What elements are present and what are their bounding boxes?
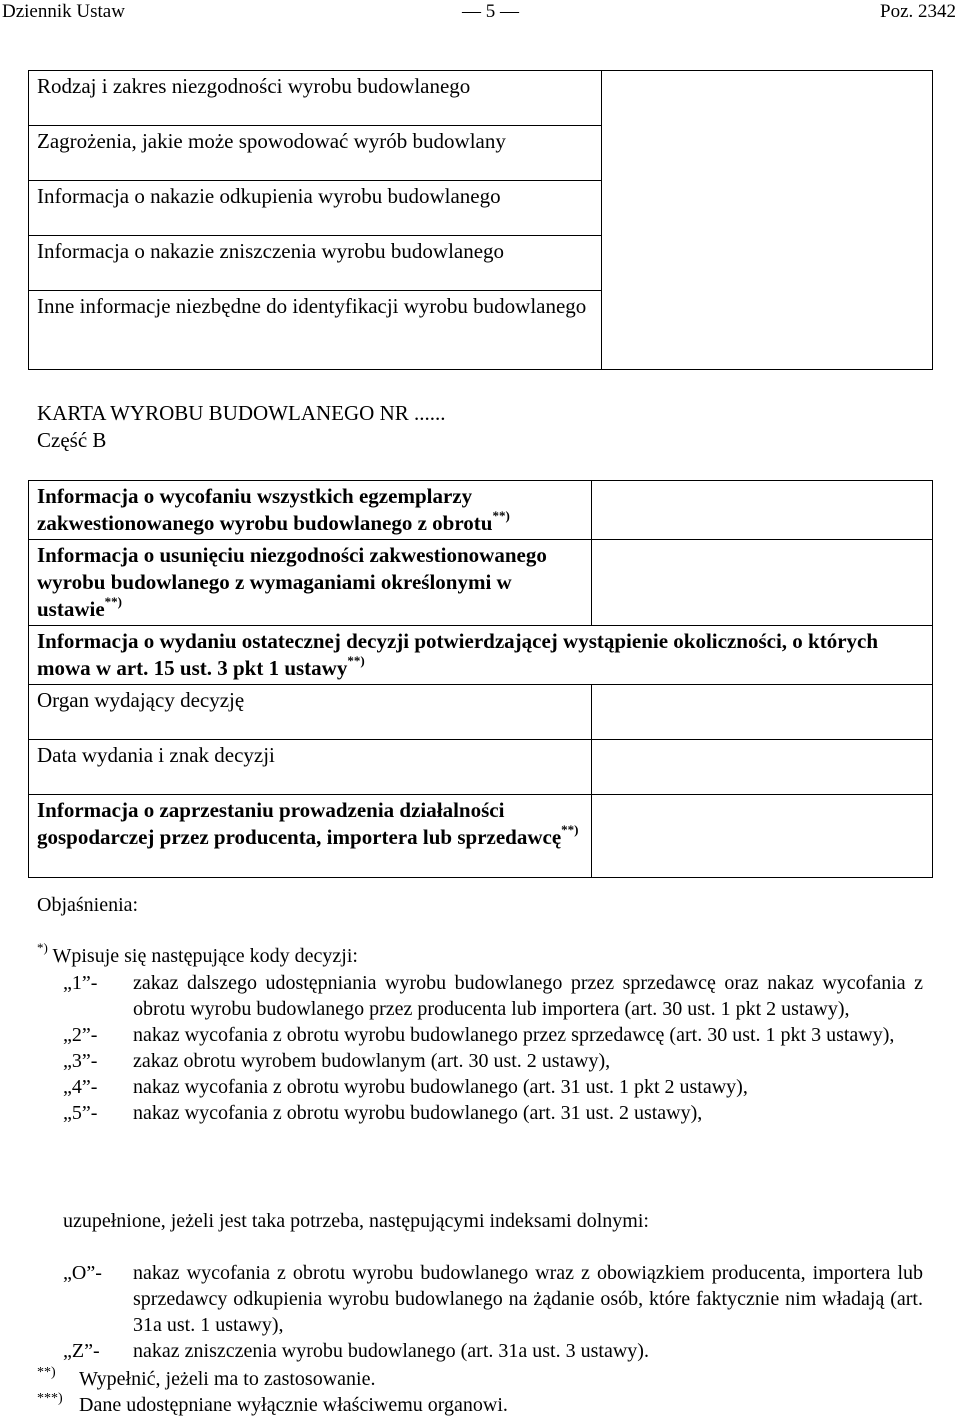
position-number: Poz. 2342 [880,1,956,22]
table-row-label: Informacja o nakazie zniszczenia wyrobu budowlanego [29,236,602,291]
table-row-issuing-authority [29,685,592,740]
table-row-label: Informacja o nakazie odkupienia wyrobu budowlanego [29,181,602,236]
row-label: Informacja o wydaniu ostatecznej decyzji potwierdzającej wystąpienie okoliczności, o których mowa w art. 15 ust. 3 pkt 1 ustawy [37,629,879,680]
list-item [63,1338,923,1364]
code-label: „O”- [63,1262,102,1284]
explanations-intro [37,940,358,969]
code-label: „3”- [63,1050,98,1072]
table-row-label: Rodzaj i zakres niezgodności wyrobu budowlanego [29,71,602,126]
card-title: KARTA WYROBU BUDOWLANEGO NR ...... [37,401,446,425]
footnote-mark: **) [347,653,365,668]
index-codes-list [63,1260,923,1364]
code-description: nakaz zniszczenia wyrobu budowlanego (art. 31a ust. 3 ustawy). [133,1340,649,1362]
table-row-business-cessation [29,795,592,878]
page-header [0,0,960,26]
row-label: Data wydania i znak decyzji [37,743,275,767]
table-row-nonconformity-removal [29,540,592,626]
withdrawal-info-table [28,480,933,878]
business-cessation-field[interactable] [592,795,933,878]
decision-date-field[interactable] [592,740,933,795]
code-description: nakaz wycofania z obrotu wyrobu budowlanego (art. 31 ust. 1 pkt 2 ustawy), [133,1076,748,1098]
code-label: „4”- [63,1076,98,1098]
card-part: Część B [37,428,107,452]
footnote-mark: *) [37,940,48,956]
code-description: nakaz wycofania z obrotu wyrobu budowlanego wraz z obowiązkiem producenta, importera lub sprzedawcy odkupienia wyrobu budowlanego na żądanie osób, które faktycznie nim władają (art. 31a ust. 1 ustawy), [133,1262,923,1336]
table-row-label: Inne informacje niezbędne do identyfikacji wyrobu budowlanego [29,291,602,370]
table-row-withdrawal [29,481,592,540]
list-item [63,970,923,1022]
footnote-mark: **) [104,594,123,609]
row-label: Informacja o usunięciu niezgodności zakwestionowanego wyrobu budowlanego z wymaganiami określonymi w ustawie [37,543,547,621]
issuing-authority-field[interactable] [592,685,933,740]
nonconformity-value-field[interactable] [592,540,933,626]
code-description: nakaz wycofania z obrotu wyrobu budowlanego (art. 31 ust. 2 ustawy), [133,1102,703,1124]
footnote [37,1392,508,1418]
footnote-mark: **) [37,1365,56,1380]
table-row-label: Zagrożenia, jakie może spowodować wyrób budowlany [29,126,602,181]
list-item [63,1048,923,1074]
footnote-text: Wypełnić, jeżeli ma to zastosowanie. [79,1368,376,1390]
list-item [63,1022,923,1048]
supplement-text: uzupełnione, jeżeli jest taka potrzeba, następującymi indeksami dolnymi: [63,1210,649,1232]
row-label: Informacja o zaprzestaniu prowadzenia działalności gospodarczej przez producenta, importera lub sprzedawcę [37,798,562,849]
product-info-value-field[interactable] [602,71,933,370]
explanations-title: Objaśnienia: [37,894,139,916]
table-row-decision-date [29,740,592,795]
table-row-final-decision [29,626,933,685]
code-label: „2”- [63,1024,98,1046]
footnote-mark: ***) [37,1391,63,1406]
footnote [37,1366,375,1392]
code-description: zakaz obrotu wyrobem budowlanym (art. 30 ust. 2 ustawy), [133,1050,611,1072]
footnote-mark: **) [561,822,579,837]
code-label: „Z”- [63,1340,100,1362]
footnote-mark: **) [492,508,510,523]
footnote-text: Dane udostępniane wyłącznie właściwemu organowi. [79,1394,508,1416]
list-item [63,1074,923,1100]
row-label: Organ wydający decyzję [37,688,245,712]
code-label: „1”- [63,972,98,994]
code-description: nakaz wycofania z obrotu wyrobu budowlanego przez sprzedawcę (art. 30 ust. 1 pkt 3 ustawy), [133,1024,895,1046]
decision-codes-list [63,970,923,1126]
row-label: Informacja o wycofaniu wszystkich egzemplarzy zakwestionowanego wyrobu budowlanego z obrotu [37,484,493,535]
page-number: — 5 — [462,1,519,22]
list-item [63,1260,923,1338]
code-description: zakaz dalszego udostępniania wyrobu budowlanego przez sprzedawcę oraz nakaz wycofania z obrotu wyrobu budowlanego przez producenta lub importera (art. 30 ust. 1 pkt 2 ustawy), [133,972,923,1020]
code-label: „5”- [63,1102,98,1124]
intro-text: Wpisuje się następujące kody decyzji: [52,945,358,967]
list-item [63,1100,923,1126]
product-info-table [28,70,933,370]
withdrawal-value-field[interactable] [592,481,933,540]
journal-name: Dziennik Ustaw [2,1,125,22]
